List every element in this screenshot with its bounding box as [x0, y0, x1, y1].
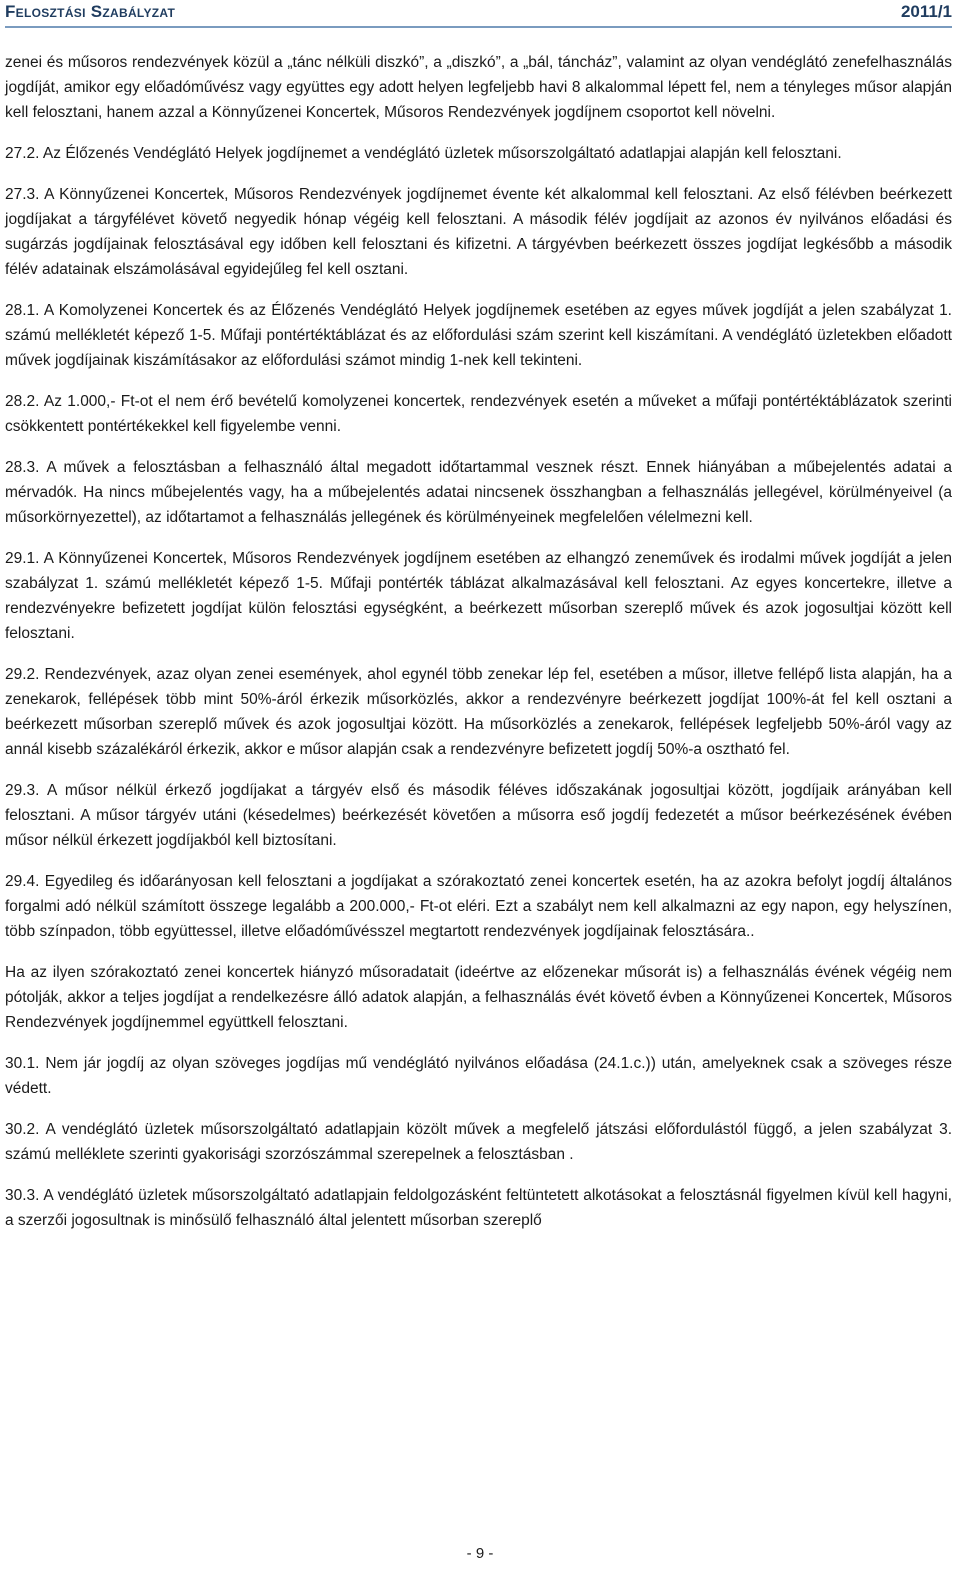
paragraph-29-2: 29.2. Rendezvények, azaz olyan zenei események, ahol egynél több zenekar lép fel, esetében a műsor, illetve fellépő lista alapján, ha a zenekarok, fellépések több mint 50%-áról érkezik műsorközlés, akkor a rendezvényre beérkezett jogdíjat 100%-át fel kell osztani a beérkezett műsorban szereplő művek és azok jogosultjai között. Ha műsorközlés a zenekarok, fellépések legfeljebb 50%-áról vagy az annál kisebb százalékáról érkezik, akkor e műsor alapján csak a rendezvényre befizetett jogdíj 50%-a osztható fel.	[5, 666, 952, 758]
paragraph-30-1: 30.1. Nem jár jogdíj az olyan szöveges jogdíjas mű vendéglátó nyilvános előadása (24.1.c.)) után, amelyeknek csak a szöveges része védett.	[5, 1055, 952, 1097]
paragraph-30-2: 30.2. A vendéglátó üzletek műsorszolgáltató adatlapjain közölt művek a megfelelő játszási előfordulástól függő, a jelen szabályzat 3. számú melléklete szerinti gyakorisági szorzószámmal szerepelnek a felosztásban .	[5, 1121, 952, 1163]
paragraph-29-3: 29.3. A műsor nélkül érkező jogdíjakat a tárgyév első és második féléves időszakának jogosultjai között, jogdíjaik arányában kell felosztani. A műsor tárgyév utáni (késedelmes) beérkezését követően a műsorra eső jogdíj fedezetét a műsor beérkezésének évében műsor nélkül érkezett jogdíjakból kell biztosítani.	[5, 782, 952, 849]
header-title: Felosztási Szabályzat	[5, 2, 176, 21]
paragraph-28-2: 28.2. Az 1.000,- Ft-ot el nem érő bevételű komolyzenei koncertek, rendezvények esetén a műveket a műfaji pontértéktáblázatok szerinti csökkentett pontértékekkel kell figyelembe venni.	[5, 393, 952, 435]
paragraph-29-1: 29.1. A Könnyűzenei Koncertek, Műsoros Rendezvények jogdíjnem esetében az elhangzó zeneművek és irodalmi művek jogdíját a jelen szabályzat 1. számú mellékletét képező 1-5. Műfaji pontérték táblázat alkalmazásával kell felosztani. Az egyes koncertekre, illetve a rendezvényekre befizetett jogdíjat külön felosztási egységként, a beérkezett műsorban szereplő művek és azok jogosultjai között kell felosztani.	[5, 550, 952, 642]
paragraph-29-4: 29.4. Egyedileg és időarányosan kell felosztani a jogdíjakat a szórakoztató zenei koncertek esetén, ha az azokra befolyt jogdíj általános forgalmi adó nélkül számított összege legalább a 200.000,- Ft-ot eléri. Ezt a szabályt nem kell alkalmazni az egy napon, egy helyszínen, több színpadon, több együttessel, illetve előadóművésszel megtartott rendezvények jogdíjainak felosztására..	[5, 873, 952, 940]
header-issue: 2011/1	[900, 2, 952, 21]
paragraph-continuation: zenei és műsoros rendezvények közül a „tánc nélküli diszkó”, a „diszkó”, a „bál, táncház”, valamint az olyan vendéglátó zenefelhasználás jogdíját, amikor egy előadóművész vagy együttes egy adott helyen legfeljebb havi 8 alkalommal lépett fel, nem a tényleges műsor alapján kell felosztani, hanem azzal a Könnyűzenei Koncertek, Műsoros Rendezvények jogdíjnem csoportot kell növelni.	[5, 54, 952, 121]
paragraph-30-3: 30.3. A vendéglátó üzletek műsorszolgáltató adatlapjain feldolgozásként feltüntetett alkotásokat a felosztásnál figyelmen kívül kell hagyni, a szerzői jogosultnak is minősülő felhasználó által jelentett műsorban szereplő	[5, 1187, 952, 1229]
running-header	[5, 0, 952, 28]
document-body	[5, 50, 952, 1249]
paragraph-28-3: 28.3. A művek a felosztásban a felhasználó által megadott időtartammal vesznek részt. Ennek hiányában a műbejelentés adatai a mérvadók. Ha nincs műbejelentés vagy, ha a műbejelentés adatai nincsenek összhangban a felhasználás jellegével, körülményeivel (a műsorkörnyezettel), az időtartamot a felhasználás jellegének és körülményeinek megfelelően vélelmezni kell.	[5, 459, 952, 526]
paragraph-28-1: 28.1. A Komolyzenei Koncertek és az Élőzenés Vendéglátó Helyek jogdíjnemek esetében az egyes művek jogdíját a jelen szabályzat 1. számú mellékletét képező 1-5. Műfaji pontértéktáblázat és az előfordulási szám szerint kell kiszámítani. A vendéglátó üzletekben előadott művek jogdíjainak kiszámításakor az előfordulási számot mindig 1-nek kell tekinteni.	[5, 302, 952, 369]
paragraph-29-4-continued: Ha az ilyen szórakoztató zenei koncertek hiányzó műsoradatait (ideértve az előzenekar műsorát is) a felhasználás évének végéig nem pótolják, akkor a teljes jogdíjat a rendelkezésre álló adatok alapján, a felhasználás évét követő évben a Könnyűzenei Koncertek, Műsoros Rendezvények jogdíjnemmel együttkell felosztani.	[5, 964, 952, 1031]
page-number: - 9 -	[466, 1545, 494, 1562]
paragraph-27-3: 27.3. A Könnyűzenei Koncertek, Műsoros Rendezvények jogdíjnemet évente két alkalommal kell felosztani. Az első félévben beérkezett jogdíjakat a tárgyfélévet követő negyedik hónap végéig kell felosztani. A második félév jogdíjait az azonos év nyilvános előadási és sugárzás jogdíjainak felosztásával egy időben kell felosztani és kifizetni. A tárgyévben beérkezett összes jogdíjat legkésőbb a második félév adatainak elszámolásával egyidejűleg fel kell osztani.	[5, 186, 952, 278]
paragraph-27-2: 27.2. Az Élőzenés Vendéglátó Helyek jogdíjnemet a vendéglátó üzletek műsorszolgáltató adatlapjai alapján kell felosztani.	[5, 145, 842, 162]
